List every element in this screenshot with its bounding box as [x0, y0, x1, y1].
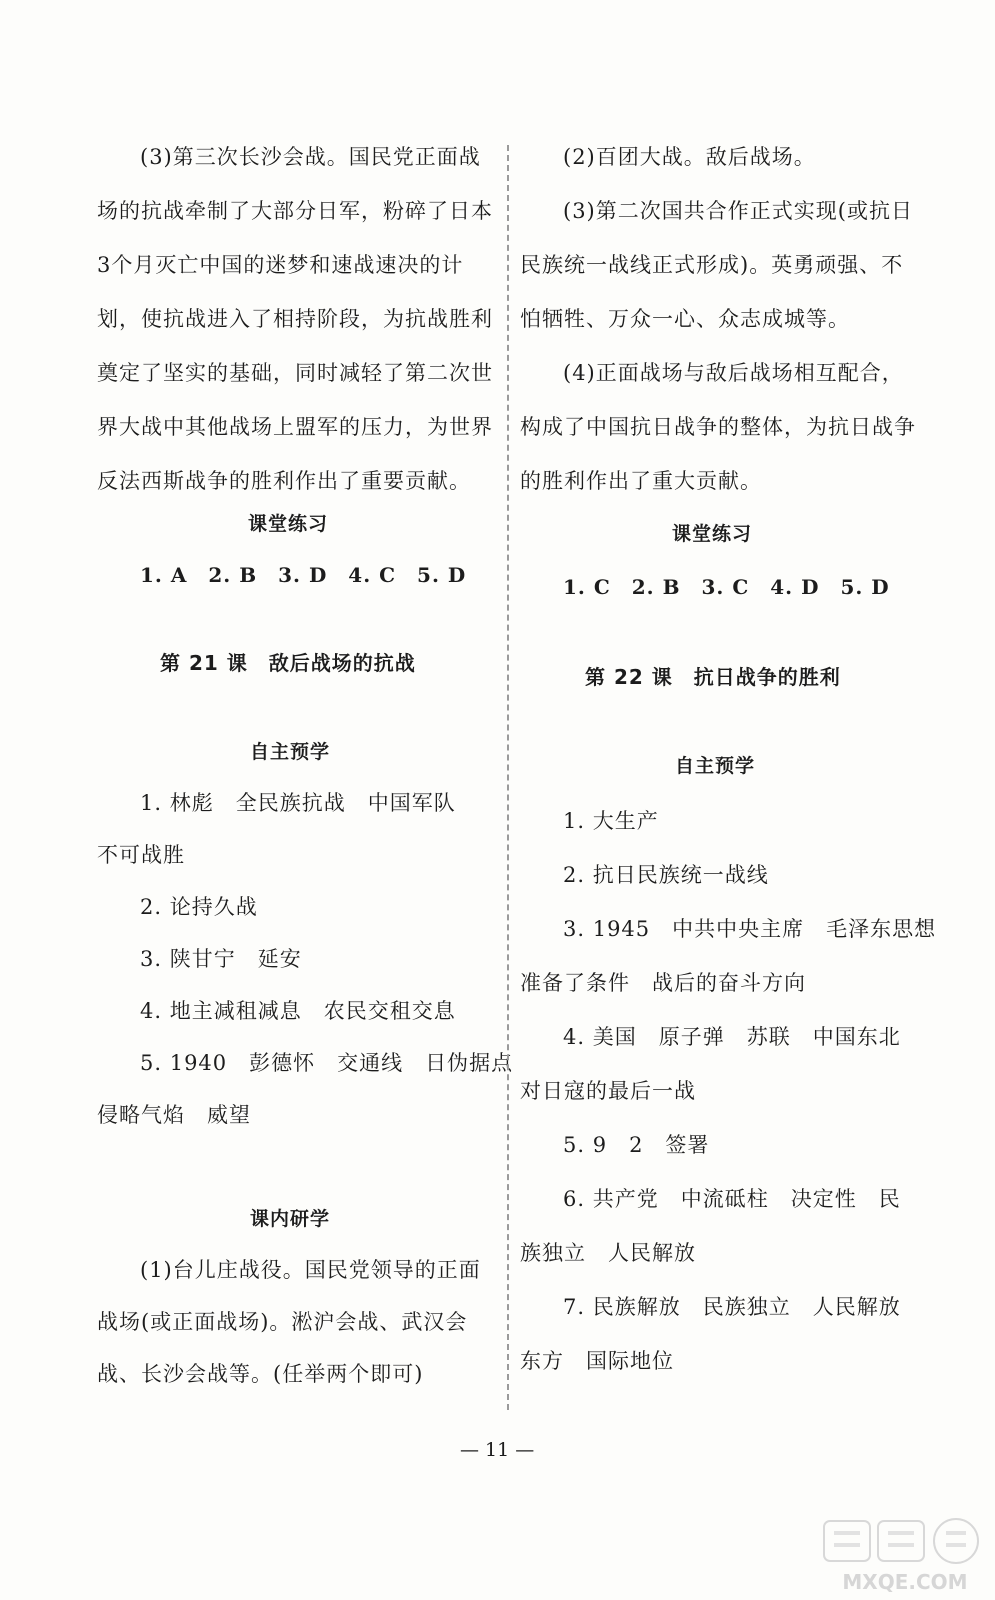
- left-practice-heading: 课堂练习: [248, 513, 329, 535]
- left-study-line: (1)台儿庄战役。国民党领导的正面: [140, 1258, 481, 1282]
- right-para-line: (4)正面战场与敌后战场相互配合，: [563, 361, 904, 385]
- left-practice-answers: 1. A 2. B 3. D 4. C 5. D: [140, 563, 467, 587]
- right-preview-line: 6. 共产党 中流砥柱 决定性 民: [563, 1187, 901, 1211]
- right-preview-line: 准备了条件 战后的奋斗方向: [520, 971, 806, 995]
- left-preview-line: 1. 林彪 全民族抗战 中国军队: [140, 791, 456, 815]
- lesson-22-title: 第 22 课 抗日战争的胜利: [585, 665, 841, 689]
- right-preview-line: 1. 大生产: [563, 809, 659, 833]
- left-preview-line: 2. 论持久战: [140, 895, 258, 919]
- svg-text:MXQE.COM: MXQE.COM: [842, 1570, 968, 1594]
- page-number: — 11 —: [460, 1439, 535, 1461]
- left-preview-line: 4. 地主减租减息 农民交租交息: [140, 999, 456, 1023]
- right-para-line: (3)第二次国共合作正式实现(或抗日: [563, 199, 913, 223]
- right-para-line: 构成了中国抗日战争的整体，为抗日战争: [520, 415, 916, 439]
- left-study-line: 战、长沙会战等。(任举两个即可): [97, 1362, 424, 1386]
- left-preview-line: 5. 1940 彭德怀 交通线 日伪据点: [140, 1051, 514, 1075]
- right-preview-line: 5. 9 2 签署: [563, 1133, 710, 1157]
- right-para-line: 的胜利作出了重大贡献。: [520, 469, 762, 493]
- left-preview-line: 不可战胜: [97, 843, 185, 867]
- left-preview-line: 3. 陕甘宁 延安: [140, 947, 302, 971]
- left-preview-heading: 自主预学: [250, 741, 331, 763]
- left-para1-line: (3)第三次长沙会战。国民党正面战: [140, 145, 481, 169]
- right-preview-line: 3. 1945 中共中央主席 毛泽东思想: [563, 917, 937, 941]
- right-para-line: 民族统一战线正式形成)。英勇顽强、不: [520, 253, 904, 277]
- right-preview-line: 族独立 人民解放: [520, 1241, 696, 1265]
- left-study-heading: 课内研学: [250, 1208, 331, 1230]
- left-para1-line: 3个月灭亡中国的迷梦和速战速决的计: [97, 253, 464, 277]
- right-preview-line: 4. 美国 原子弹 苏联 中国东北: [563, 1025, 901, 1049]
- right-preview-line: 7. 民族解放 民族独立 人民解放: [563, 1295, 901, 1319]
- left-preview-line: 侵略气焰 威望: [97, 1103, 251, 1127]
- column-divider: [507, 145, 509, 1410]
- left-para1-line: 界大战中其他战场上盟军的压力，为世界: [97, 415, 493, 439]
- left-para1-line: 划，使抗战进入了相持阶段，为抗战胜利: [97, 307, 493, 331]
- right-preview-line: 东方 国际地位: [520, 1349, 674, 1373]
- lesson-21-title: 第 21 课 敌后战场的抗战: [160, 651, 416, 675]
- left-study-line: 战场(或正面战场)。淞沪会战、武汉会: [97, 1310, 468, 1334]
- right-para-line: 怕牺牲、万众一心、众志成城等。: [520, 307, 850, 331]
- right-preview-line: 对日寇的最后一战: [520, 1079, 696, 1103]
- right-practice-heading: 课堂练习: [672, 523, 753, 545]
- right-preview-heading: 自主预学: [675, 755, 756, 777]
- left-para1-line: 反法西斯战争的胜利作出了重要贡献。: [97, 469, 471, 493]
- right-practice-answers: 1. C 2. B 3. C 4. D 5. D: [563, 575, 890, 599]
- left-para1-line: 场的抗战牵制了大部分日军，粉碎了日本: [97, 199, 493, 223]
- left-para1-line: 奠定了坚实的基础，同时减轻了第二次世: [97, 361, 493, 385]
- right-preview-line: 2. 抗日民族统一战线: [563, 863, 769, 887]
- right-para-line: (2)百团大战。敌后战场。: [563, 145, 816, 169]
- watermark-logo-icon: [820, 1515, 990, 1595]
